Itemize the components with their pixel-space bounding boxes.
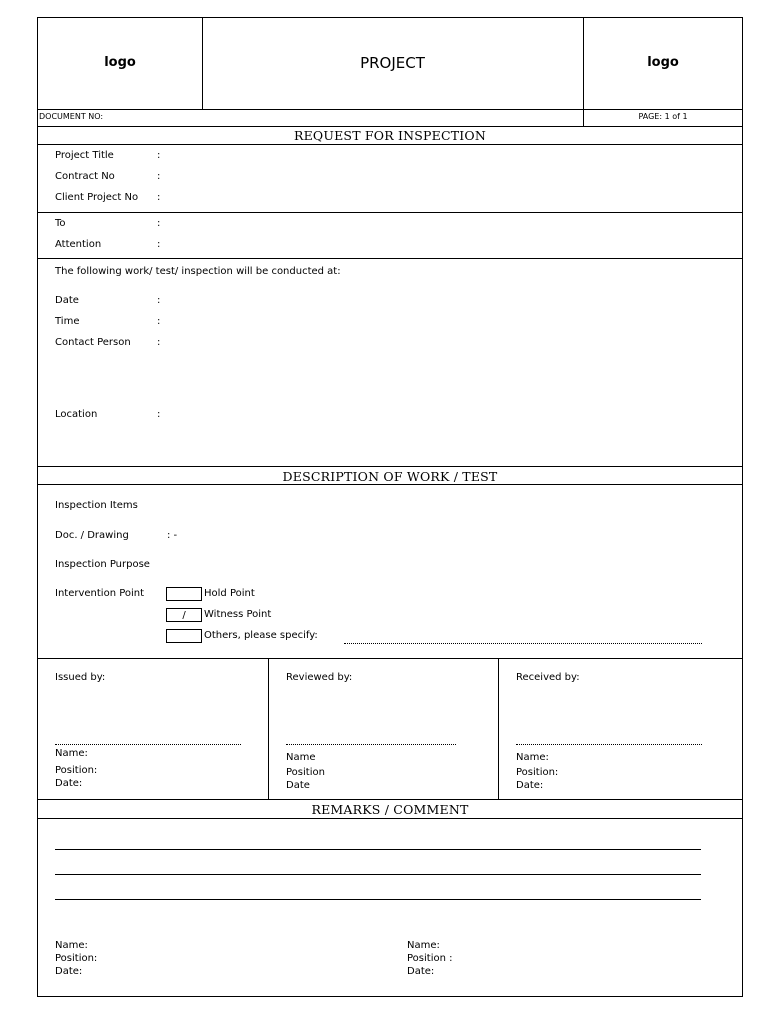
- page-number: PAGE: 1 of 1: [638, 112, 688, 121]
- document-no-label: DOCUMENT NO:: [39, 112, 104, 121]
- location-colon: :: [157, 409, 161, 420]
- remarks-left-name-label: Name:: [55, 940, 88, 951]
- remarks-right-position-label: Position :: [407, 953, 453, 964]
- doc-row-bottom-line: [38, 126, 742, 127]
- remarks-left-position-label: Position:: [55, 953, 98, 964]
- received-by-label: Received by:: [516, 672, 580, 683]
- remarks-line-3[interactable]: [55, 899, 701, 900]
- logo-right: logo: [647, 55, 679, 70]
- recipient-bottom-line: [38, 258, 742, 259]
- date-label: Date: [55, 295, 79, 306]
- remarks-right-details: [407, 939, 452, 978]
- location-label: Location: [55, 409, 98, 420]
- project-title-colon: :: [157, 150, 161, 161]
- hold-point-label: Hold Point: [204, 588, 255, 599]
- reviewed-by-label: Reviewed by:: [286, 672, 353, 683]
- time-colon: :: [157, 316, 161, 327]
- page-title: PROJECT: [360, 54, 425, 72]
- schedule-intro: The following work/ test/ inspection will be conducted at:: [55, 266, 341, 277]
- project-title-label: Project Title: [55, 150, 114, 161]
- remarks-right-date-label: Date:: [407, 966, 435, 977]
- issued-date-label: Date:: [55, 778, 83, 789]
- request-title-line: [38, 144, 742, 145]
- issued-by-label: Issued by:: [55, 672, 106, 683]
- hold-point-checkbox[interactable]: [166, 587, 202, 601]
- contract-no-label: Contract No: [55, 171, 115, 182]
- inspection-request-form: [37, 17, 743, 997]
- remarks-title-line: [38, 818, 742, 819]
- remarks-left-details: [55, 939, 97, 978]
- received-date-label: Date:: [516, 780, 544, 791]
- reviewed-signature-line[interactable]: [286, 744, 456, 745]
- received-signature-line[interactable]: [516, 744, 702, 745]
- section-title-description: DESCRIPTION OF WORK / TEST: [282, 469, 498, 484]
- description-bottom-line: [38, 658, 742, 659]
- section-title-remarks: REMARKS / COMMENT: [311, 802, 469, 817]
- received-position-label: Position:: [516, 767, 559, 778]
- time-label: Time: [55, 316, 80, 327]
- client-project-no-label: Client Project No: [55, 192, 139, 203]
- contact-person-colon: :: [157, 337, 161, 348]
- section-title-request: REQUEST FOR INSPECTION: [293, 128, 487, 143]
- signatures-bottom-line: [38, 799, 742, 800]
- remarks-left-date-label: Date:: [55, 966, 83, 977]
- header-bottom-line: [38, 109, 742, 110]
- received-details: [516, 751, 558, 792]
- issued-signature-line[interactable]: [55, 744, 241, 745]
- project-info-bottom-line: [38, 212, 742, 213]
- witness-point-checkbox[interactable]: /: [166, 608, 202, 622]
- signature-divider-1: [268, 658, 269, 799]
- inspection-items-label: Inspection Items: [55, 500, 138, 511]
- logo-left: logo: [104, 55, 136, 70]
- witness-point-label: Witness Point: [204, 609, 272, 620]
- reviewed-details: [286, 751, 325, 792]
- to-colon: :: [157, 218, 161, 229]
- issued-name-label: Name:: [55, 748, 88, 759]
- others-label: Others, please specify:: [204, 630, 318, 641]
- others-checkbox[interactable]: [166, 629, 202, 643]
- remarks-right-name-label: Name:: [407, 940, 440, 951]
- date-colon: :: [157, 295, 161, 306]
- remarks-line-1[interactable]: [55, 849, 701, 850]
- client-project-no-colon: :: [157, 192, 161, 203]
- contract-no-colon: :: [157, 171, 161, 182]
- reviewed-date-label: Date: [286, 780, 310, 791]
- schedule-bottom-line: [38, 466, 742, 467]
- attention-label: Attention: [55, 239, 102, 250]
- reviewed-position-label: Position: [286, 767, 325, 778]
- contact-person-label: Contact Person: [55, 337, 131, 348]
- attention-colon: :: [157, 239, 161, 250]
- signature-divider-2: [498, 658, 499, 799]
- issued-position-label: Position:: [55, 765, 98, 776]
- doc-drawing-value: : -: [167, 530, 178, 541]
- description-title-line: [38, 484, 742, 485]
- doc-drawing-label: Doc. / Drawing: [55, 530, 129, 541]
- to-label: To: [55, 218, 66, 229]
- inspection-purpose-label: Inspection Purpose: [55, 559, 150, 570]
- issued-details: [55, 747, 97, 790]
- reviewed-name-label: Name: [286, 752, 316, 763]
- received-name-label: Name:: [516, 752, 549, 763]
- remarks-line-2[interactable]: [55, 874, 701, 875]
- intervention-point-label: Intervention Point: [55, 588, 145, 599]
- others-specify-line[interactable]: [344, 643, 702, 644]
